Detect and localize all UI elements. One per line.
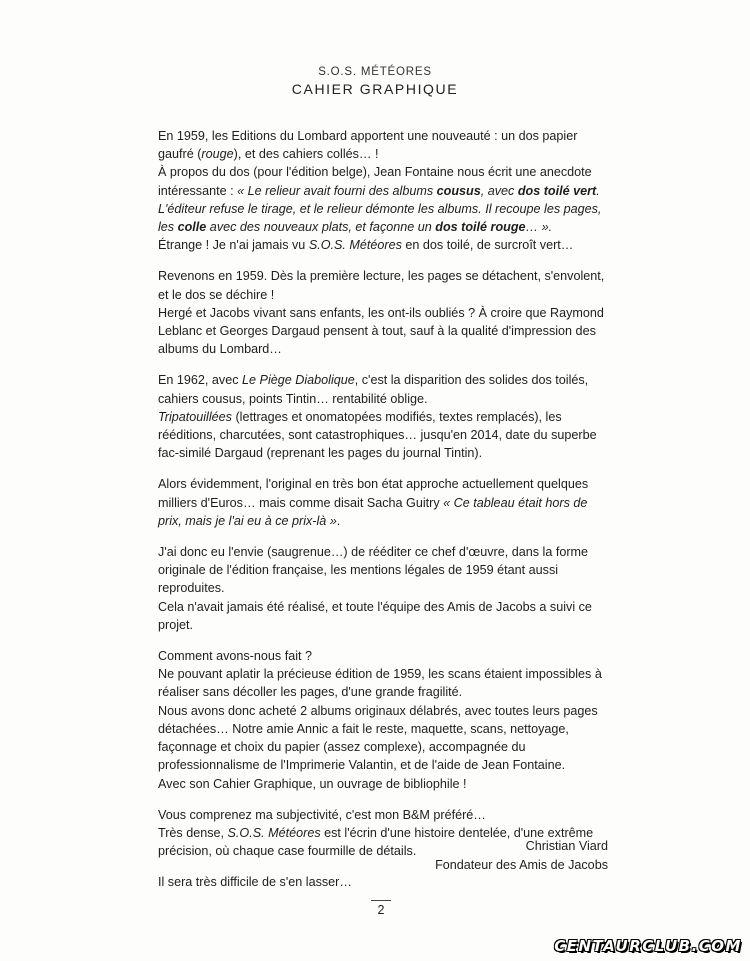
text-run: Très dense,: [158, 825, 228, 840]
text-run: rouge: [201, 147, 234, 162]
site-watermark: CENTAURCLUB.COM: [554, 937, 742, 955]
text-run: Vous comprenez ma subjectivité, c'est mon B&M préféré…: [158, 807, 486, 822]
paragraph: [158, 665, 608, 701]
text-run: Le Piège Diabolique: [242, 373, 355, 388]
paragraph: [158, 702, 608, 775]
text-run: est l'écrin d'une histoire dentelée, d'une extrême précision, où chaque case fourmille de détails.: [158, 825, 594, 859]
text-run: S.O.S. Météores: [308, 238, 402, 253]
text-run: Étrange ! Je n'ai jamais vu: [158, 238, 309, 253]
text-run: … ».: [525, 220, 553, 235]
paragraph: [158, 543, 608, 598]
paragraph: [158, 647, 608, 665]
text-run: Cela n'avait jamais été réalisé, et toute l'équipe des Amis de Jacobs a suivi ce projet.: [158, 599, 592, 632]
page-number-rule: [371, 900, 391, 901]
paragraph: [158, 163, 608, 236]
author-name: Christian Viard: [525, 839, 608, 853]
text-run: J'ai donc eu l'envie (saugrenue…) de rééditer ce chef d'œuvre, dans la forme originale de l'édition française, les mentions légales de 1959 étant aussi reproduites.: [158, 545, 589, 596]
text-run: .: [336, 513, 341, 528]
text-run: dos toilé rouge: [435, 220, 526, 235]
text-run: Ne pouvant aplatir la précieuse édition de 1959, les scans étaient impossibles à réaliser sans décoller les pages, d'une grande fragilité.: [158, 667, 602, 700]
text-run: Alors évidemment, l'original en très bon état approche actuellement quelques milliers d'Euros… mais comme disait Sacha Guitry: [158, 477, 589, 510]
book-title: S.O.S. MÉTÉORES: [318, 66, 432, 78]
text-run: , c'est la disparition des solides dos toilés, cahiers cousus, points Tintin… rentabilité oblige.: [158, 373, 589, 406]
paragraph: [158, 806, 608, 824]
text-run: S.O.S. Météores: [227, 825, 321, 840]
paragraph: [158, 775, 608, 793]
paragraph: [158, 127, 608, 163]
text-run: Revenons en 1959. Dès la première lecture, les pages se détachent, s'envolent, et le dos se déchire !: [158, 269, 605, 302]
body-text: [158, 127, 608, 905]
signature-block: [435, 837, 608, 874]
paragraph: [158, 304, 608, 359]
text-run: Nous avons donc acheté 2 albums originaux délabrés, avec toutes leurs pages détachées… Notre amie Annic a fait le reste, maquette, scans, nettoyage, façonnage et choix du papier (assez complexe), accompagnée du professionnalisme de l'Imprimerie Valantin, et de l'aide de Jean Fontaine.: [158, 703, 598, 773]
author-role: Fondateur des Amis de Jacobs: [435, 857, 608, 872]
text-run: , avec: [480, 183, 518, 198]
text-run: . L'éditeur refuse le tirage, et le relieur démonte les albums. Il recoupe les pages, les: [158, 183, 602, 235]
text-run: avec des nouveaux plats, et façonne un: [206, 220, 436, 235]
text-run: En 1959, les Editions du Lombard apportent une nouveauté : un dos papier gaufré (: [158, 129, 578, 162]
text-run: Hergé et Jacobs vivant sans enfants, les ont-ils oubliés ? À croire que Raymond Leblanc et Georges Dargaud pensent à tout, sauf à la qualité d'impression des albums du Lombard…: [158, 305, 604, 357]
paragraph: [158, 475, 608, 530]
paragraph: [158, 598, 608, 634]
page-number: 2: [377, 903, 385, 917]
text-run: (lettrages et onomatopées modifiés, textes remplacés), les rééditions, charcutées, sont catastrophiques… jusqu'en 2014, date du superbe fac-similé Dargaud (reprenant les pages du journal Tintin).: [158, 409, 597, 461]
text-run: À propos du dos (pour l'édition belge), Jean Fontaine nous écrit une anecdote intéressante :: [158, 165, 592, 198]
paragraph: [158, 371, 608, 407]
text-run: Comment avons-nous fait ?: [158, 649, 312, 664]
section-title: CAHIER GRAPHIQUE: [291, 81, 459, 97]
text-run: ), et des cahiers collés… !: [233, 147, 379, 162]
text-run: « Ce tableau était hors de prix, mais je l'ai eu à ce prix-là »: [158, 495, 588, 528]
paragraph: [158, 267, 608, 303]
text-run: Avec son Cahier Graphique, un ouvrage de bibliophile !: [158, 776, 467, 791]
text-run: Il sera très difficile de s'en lasser…: [158, 875, 352, 890]
text-run: colle: [177, 220, 207, 235]
page-header: [0, 66, 750, 97]
text-run: Tripatouillées: [158, 409, 232, 424]
paragraph: [158, 236, 608, 254]
text-run: dos toilé vert: [517, 183, 597, 198]
text-run: en dos toilé, de surcroît vert…: [401, 238, 574, 253]
text-run: « Le relieur avait fourni des albums: [237, 183, 437, 198]
paragraph: [158, 873, 608, 891]
text-run: cousus: [436, 183, 481, 198]
text-run: En 1962, avec: [158, 373, 243, 388]
paragraph: [158, 408, 608, 463]
